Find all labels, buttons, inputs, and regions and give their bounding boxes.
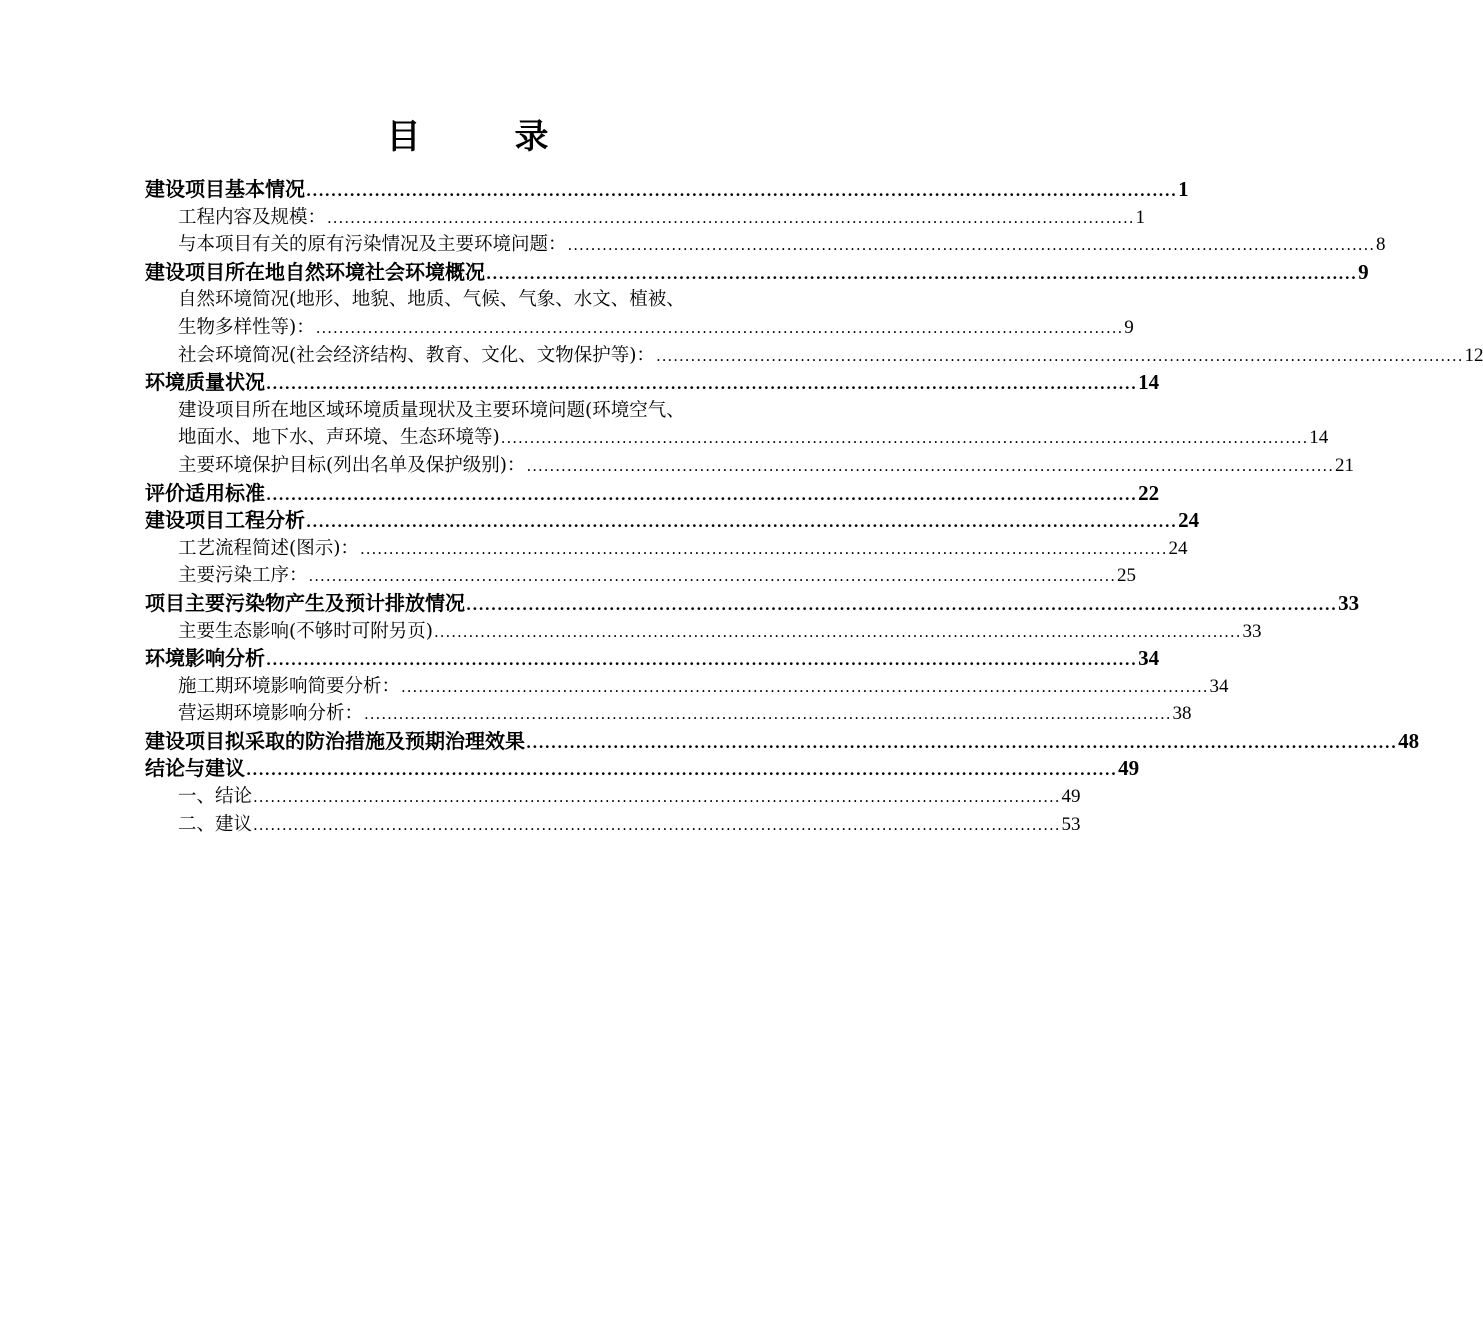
toc-entry[interactable]	[145, 618, 1262, 646]
toc-page-number: 33	[1242, 620, 1262, 642]
toc-leader-dots: ............................................................................................................................................	[433, 622, 1242, 641]
toc-leader-dots: ............................................................................................................................................	[266, 651, 1138, 670]
toc-leader-dots: ............................................................................................................................................	[567, 236, 1376, 255]
toc-leader-dots: ............................................................................................................................................	[327, 208, 1135, 227]
toc-entry-label-line2: 生物多样性等)：	[178, 316, 315, 338]
toc-page-number: 22	[1138, 480, 1160, 505]
toc-entry[interactable]	[145, 452, 1354, 480]
toc-page-number: 49	[1118, 756, 1140, 781]
toc-page-number: 33	[1338, 590, 1360, 615]
toc-page-number: 24	[1168, 537, 1188, 559]
toc-entry-label: 二、建议	[178, 813, 253, 835]
toc-page-number: 8	[1376, 234, 1386, 256]
toc-entry[interactable]	[145, 645, 1160, 673]
toc-entry-label-line1[interactable]: 自然环境简况(地形、地貌、地质、气候、气象、水文、植被、	[178, 289, 685, 311]
toc-page-number: 14	[1138, 370, 1160, 395]
toc-entry[interactable]	[145, 369, 1160, 397]
toc-entry-label: 施工期环境影响简要分析：	[178, 675, 401, 697]
toc-entry[interactable]	[145, 590, 1360, 618]
toc-page-number: 38	[1172, 703, 1192, 725]
toc-leader-dots: ............................................................................................................................................	[315, 318, 1124, 337]
table-of-contents	[145, 176, 1483, 838]
toc-page-number: 1	[1135, 206, 1146, 228]
toc-leader-dots: ............................................................................................................................................	[466, 595, 1338, 614]
toc-leader-dots: ............................................................................................................................................	[526, 456, 1334, 475]
toc-entry-label-line2: 地面水、地下水、声环境、生态环境等)	[178, 427, 500, 449]
toc-page-number: 12	[1464, 344, 1483, 366]
toc-entry-label-line1[interactable]: 建设项目所在地区域环境质量现状及主要环境问题(环境空气、	[178, 399, 685, 421]
toc-entry[interactable]	[145, 314, 1134, 342]
toc-entry-label: 建设项目所在地自然环境社会环境概况	[145, 259, 485, 284]
toc-page-number: 25	[1117, 565, 1137, 587]
toc-page-number: 48	[1398, 728, 1420, 753]
toc-page-number: 9	[1124, 316, 1134, 338]
toc-entry[interactable]	[145, 176, 1189, 204]
toc-entry[interactable]	[145, 342, 1483, 370]
toc-page-number: 34	[1138, 646, 1160, 671]
toc-entry-label: 主要生态影响(不够时可附另页)	[178, 620, 433, 642]
toc-entry-label: 建设项目工程分析	[145, 508, 305, 533]
toc-entry-label: 一、结论	[178, 786, 253, 808]
toc-leader-dots: ............................................................................................................................................	[364, 705, 1172, 724]
toc-entry-label: 营运期环境影响分析：	[178, 703, 364, 725]
toc-leader-dots: ............................................................................................................................................	[486, 264, 1358, 283]
toc-page-number: 53	[1061, 813, 1081, 835]
toc-entry-label: 评价适用标准	[145, 480, 265, 505]
toc-leader-dots: ............................................................................................................................................	[253, 788, 1061, 807]
toc-page-number: 9	[1358, 259, 1369, 284]
toc-entry[interactable]	[145, 562, 1137, 590]
toc-entry-label: 项目主要污染物产生及预计排放情况	[145, 590, 465, 615]
toc-leader-dots: ............................................................................................................................................	[308, 567, 1117, 586]
toc-entry-label: 建设项目拟采取的防治措施及预期治理效果	[145, 728, 525, 753]
toc-entry-label: 结论与建议	[145, 756, 245, 781]
toc-leader-dots: ............................................................................................................................................	[246, 761, 1118, 780]
toc-entry-label: 建设项目基本情况	[145, 177, 305, 201]
toc-page-number: 24	[1178, 508, 1200, 533]
toc-page-number: 49	[1061, 786, 1081, 808]
toc-leader-dots: ............................................................................................................................................	[306, 182, 1178, 200]
toc-entry-label: 环境影响分析	[145, 646, 265, 671]
toc-entry-label: 社会环境简况(社会经济结构、教育、文化、文物保护等)：	[178, 344, 655, 366]
toc-entry[interactable]	[145, 507, 1200, 535]
toc-entry[interactable]	[145, 783, 1081, 811]
toc-entry[interactable]	[145, 728, 1420, 756]
toc-entry-label: 主要污染工序：	[178, 565, 308, 587]
toc-entry-label: 工艺流程简述(图示)：	[178, 537, 359, 559]
toc-leader-dots: ............................................................................................................................................	[401, 677, 1209, 696]
toc-page-number: 14	[1309, 427, 1329, 449]
toc-entry[interactable]	[145, 424, 1329, 452]
toc-entry[interactable]	[145, 535, 1188, 563]
toc-entry[interactable]	[145, 700, 1192, 728]
page-title: 目 录	[386, 117, 579, 157]
toc-leader-dots: ............................................................................................................................................	[266, 485, 1138, 504]
toc-entry-label: 与本项目有关的原有污染情况及主要环境问题：	[178, 234, 567, 256]
toc-entry-label: 环境质量状况	[145, 370, 265, 395]
toc-leader-dots: ............................................................................................................................................	[526, 733, 1398, 752]
toc-leader-dots: ............................................................................................................................................	[306, 513, 1178, 532]
toc-leader-dots: ............................................................................................................................................	[253, 815, 1061, 834]
toc-entry[interactable]	[145, 204, 1146, 232]
toc-page-number: 21	[1334, 454, 1354, 476]
toc-entry[interactable]	[145, 480, 1160, 508]
toc-page-number: 34	[1209, 675, 1229, 697]
toc-entry-label: 工程内容及规模：	[178, 206, 327, 228]
toc-page-number: 1	[1178, 177, 1189, 201]
toc-entry[interactable]	[145, 259, 1369, 287]
toc-entry[interactable]	[145, 811, 1081, 839]
toc-entry-label: 主要环境保护目标(列出名单及保护级别)：	[178, 454, 526, 476]
toc-entry[interactable]	[145, 231, 1386, 259]
toc-entry[interactable]	[145, 673, 1229, 701]
toc-entry[interactable]	[145, 755, 1140, 783]
toc-leader-dots: ............................................................................................................................................	[655, 346, 1464, 365]
toc-leader-dots: ............................................................................................................................................	[266, 375, 1138, 394]
toc-leader-dots: ............................................................................................................................................	[359, 539, 1168, 558]
toc-leader-dots: ............................................................................................................................................	[500, 429, 1309, 448]
